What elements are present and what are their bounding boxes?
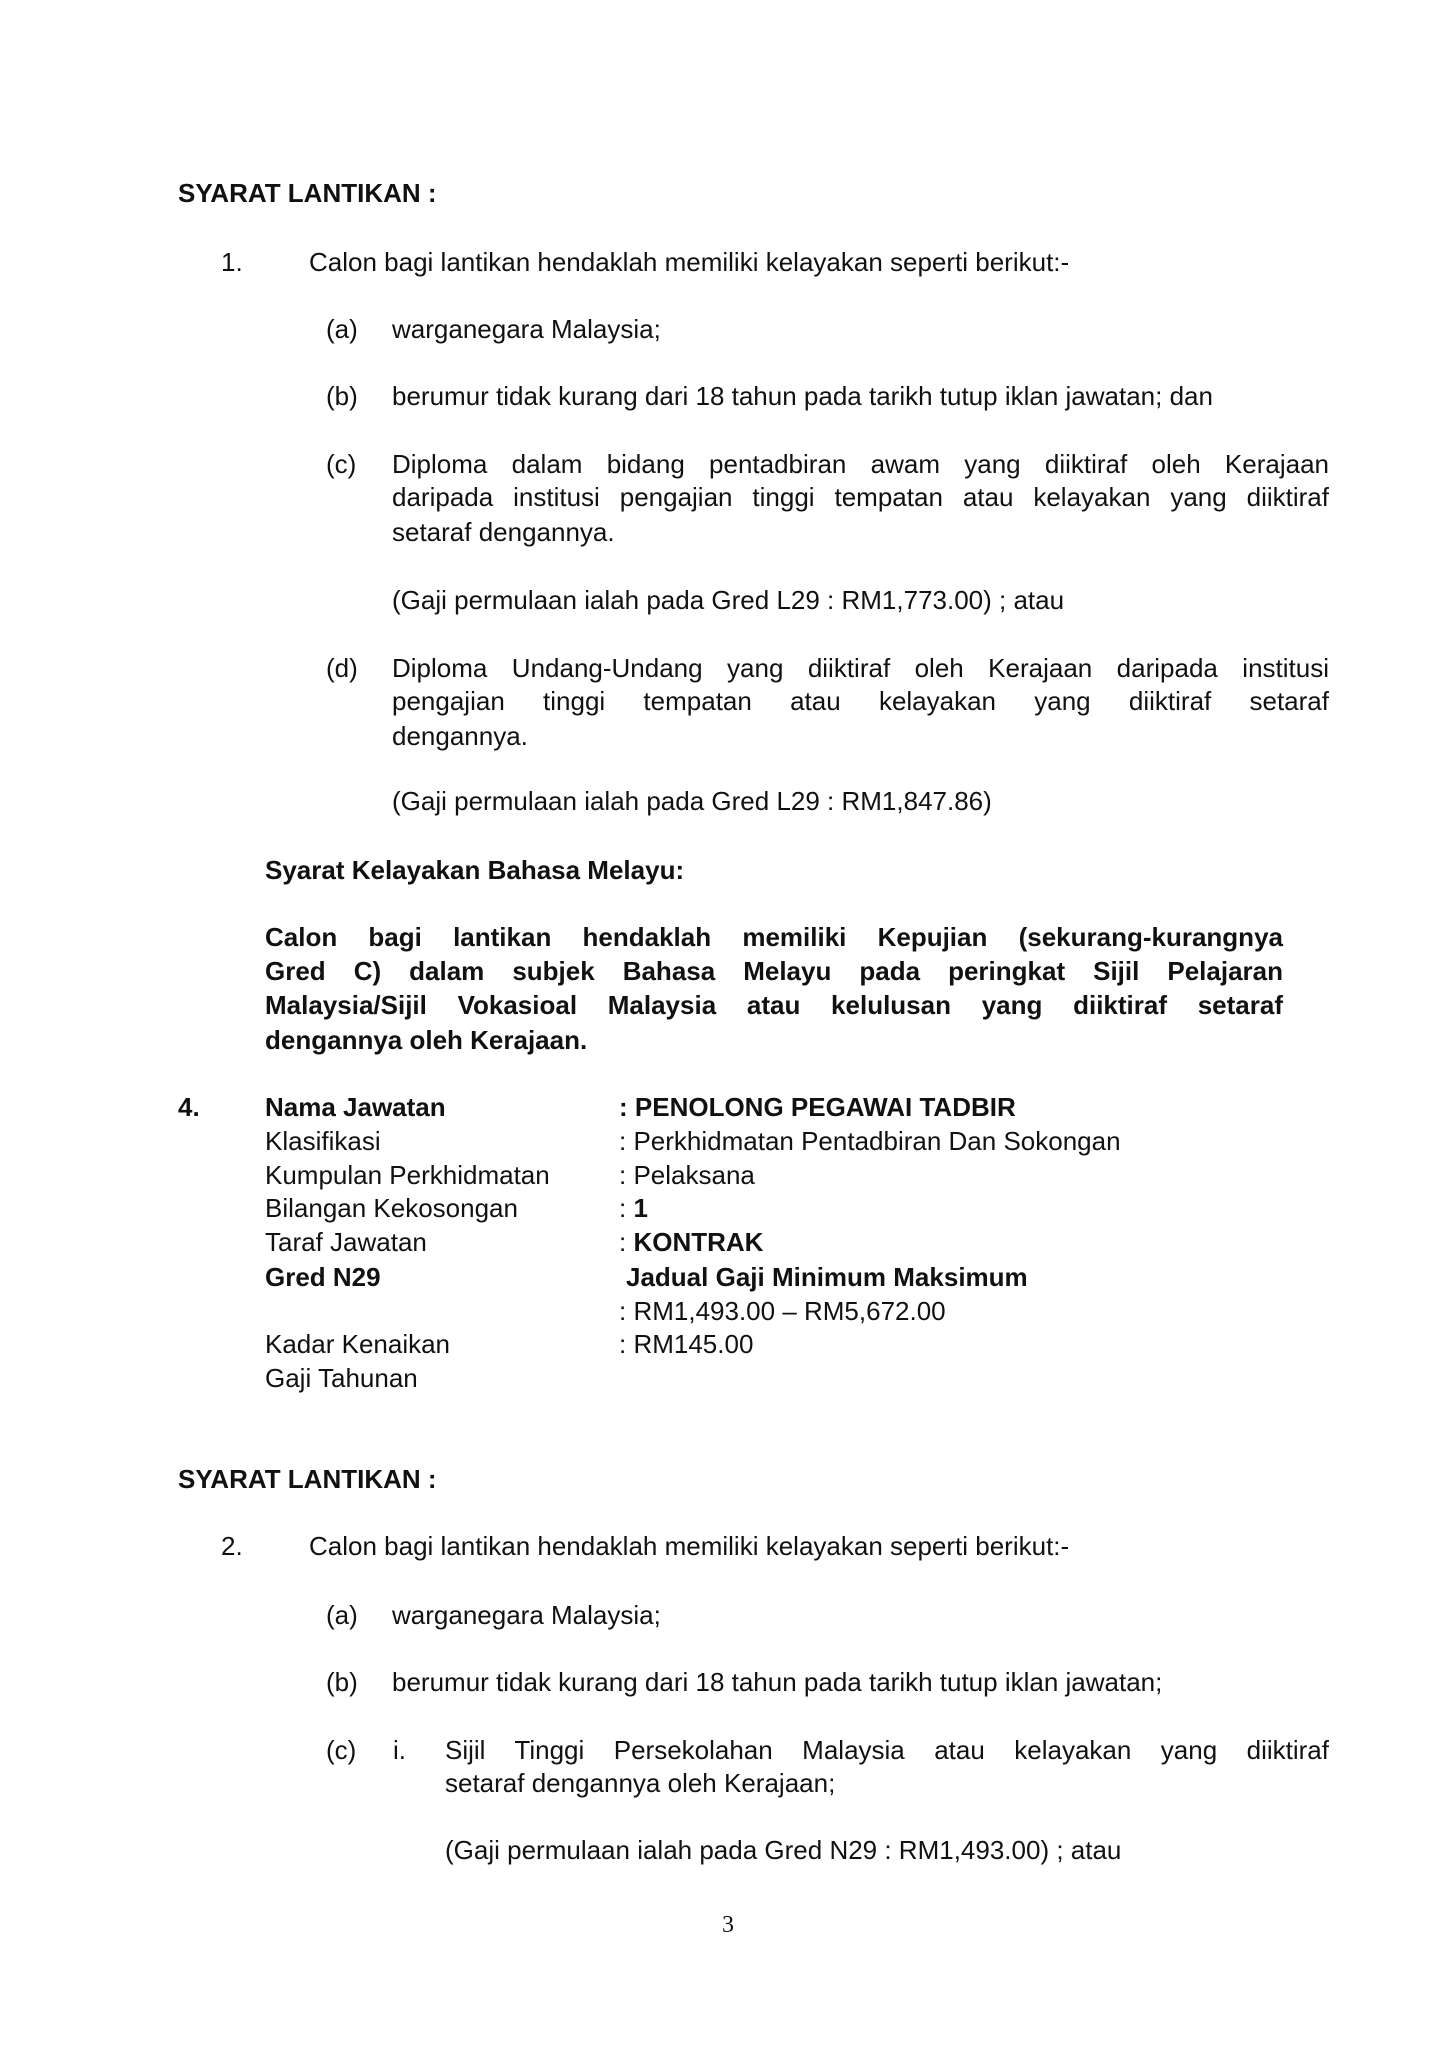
- item-label: (a): [326, 1600, 358, 1630]
- post-label: Gaji Tahunan: [265, 1363, 418, 1393]
- item-label: (b): [326, 381, 358, 411]
- page-number: 3: [722, 1912, 734, 1938]
- item-number: 1.: [221, 247, 243, 277]
- post-label: Kadar Kenaikan: [265, 1329, 451, 1359]
- item-text: warganegara Malaysia;: [392, 314, 661, 344]
- post-label: Taraf Jawatan: [265, 1227, 427, 1257]
- item-text: Diploma Undang-Undang yang diiktiraf oleh Kerajaan daripada institusi: [392, 653, 1329, 683]
- post-label: Gred N29: [265, 1262, 381, 1292]
- salary-note: (Gaji permulaan ialah pada Gred L29 : RM1,847.86): [392, 786, 992, 816]
- item-text: setaraf dengannya.: [392, 517, 615, 547]
- value-prefix: :: [619, 1227, 634, 1257]
- salary-note: (Gaji permulaan ialah pada Gred N29 : RM1,493.00) ; atau: [445, 1835, 1122, 1865]
- item-label: (d): [326, 653, 358, 683]
- item-label: (a): [326, 314, 358, 344]
- item-text: warganegara Malaysia;: [392, 1600, 661, 1630]
- post-value: [619, 1226, 763, 1258]
- sub-label: i.: [393, 1735, 406, 1765]
- bm-text: dengannya oleh Kerajaan.: [265, 1025, 588, 1055]
- item-text: daripada institusi pengajian tinggi tempatan atau kelayakan yang diiktiraf: [392, 482, 1329, 512]
- post-label: Bilangan Kekosongan: [265, 1193, 518, 1223]
- post-value: : Perkhidmatan Pentadbiran Dan Sokongan: [619, 1126, 1121, 1156]
- bm-heading: Syarat Kelayakan Bahasa Melayu:: [265, 855, 685, 885]
- vacancy-count: 1: [633, 1193, 648, 1223]
- item-label: (c): [326, 1735, 357, 1765]
- item-text: dengannya.: [392, 721, 528, 751]
- item-text: Sijil Tinggi Persekolahan Malaysia atau kelayakan yang diiktiraf: [445, 1735, 1329, 1765]
- value-prefix: :: [619, 1193, 634, 1223]
- item-number: 2.: [221, 1531, 243, 1561]
- post-value: : RM1,493.00 – RM5,672.00: [619, 1296, 946, 1326]
- post-value: [619, 1192, 648, 1224]
- item-text: berumur tidak kurang dari 18 tahun pada tarikh tutup iklan jawatan; dan: [392, 381, 1213, 411]
- post-status: KONTRAK: [633, 1227, 764, 1257]
- item-label: (c): [326, 449, 357, 479]
- bm-text: Gred C) dalam subjek Bahasa Melayu pada peringkat Sijil Pelajaran: [265, 956, 1283, 986]
- item-text: Diploma dalam bidang pentadbiran awam yang diiktiraf oleh Kerajaan: [392, 449, 1329, 479]
- item-text: setaraf dengannya oleh Kerajaan;: [445, 1768, 836, 1798]
- post-number: 4.: [178, 1092, 200, 1122]
- item-text: pengajian tinggi tempatan atau kelayakan yang diiktiraf setaraf: [392, 686, 1329, 716]
- post-label: Kumpulan Perkhidmatan: [265, 1160, 550, 1190]
- intro-text: Calon bagi lantikan hendaklah memiliki kelayakan seperti berikut:-: [309, 1531, 1070, 1561]
- post-label: Klasifikasi: [265, 1126, 381, 1156]
- post-label: Nama Jawatan: [265, 1092, 446, 1122]
- post-value: : Pelaksana: [619, 1160, 755, 1190]
- salary-note: (Gaji permulaan ialah pada Gred L29 : RM1,773.00) ; atau: [392, 585, 1065, 615]
- intro-text: Calon bagi lantikan hendaklah memiliki kelayakan seperti berikut:-: [309, 247, 1070, 277]
- post-value: : PENOLONG PEGAWAI TADBIR: [619, 1092, 1016, 1122]
- section-heading: SYARAT LANTIKAN :: [178, 178, 437, 208]
- bm-text: Malaysia/Sijil Vokasioal Malaysia atau kelulusan yang diiktiraf setaraf: [265, 990, 1283, 1020]
- post-value: : RM145.00: [619, 1329, 754, 1359]
- bm-text: Calon bagi lantikan hendaklah memiliki Kepujian (sekurang-kurangnya: [265, 922, 1283, 952]
- item-text: berumur tidak kurang dari 18 tahun pada tarikh tutup iklan jawatan;: [392, 1667, 1163, 1697]
- item-label: (b): [326, 1667, 358, 1697]
- post-value: Jadual Gaji Minimum Maksimum: [626, 1262, 1028, 1292]
- section-heading: SYARAT LANTIKAN :: [178, 1464, 437, 1494]
